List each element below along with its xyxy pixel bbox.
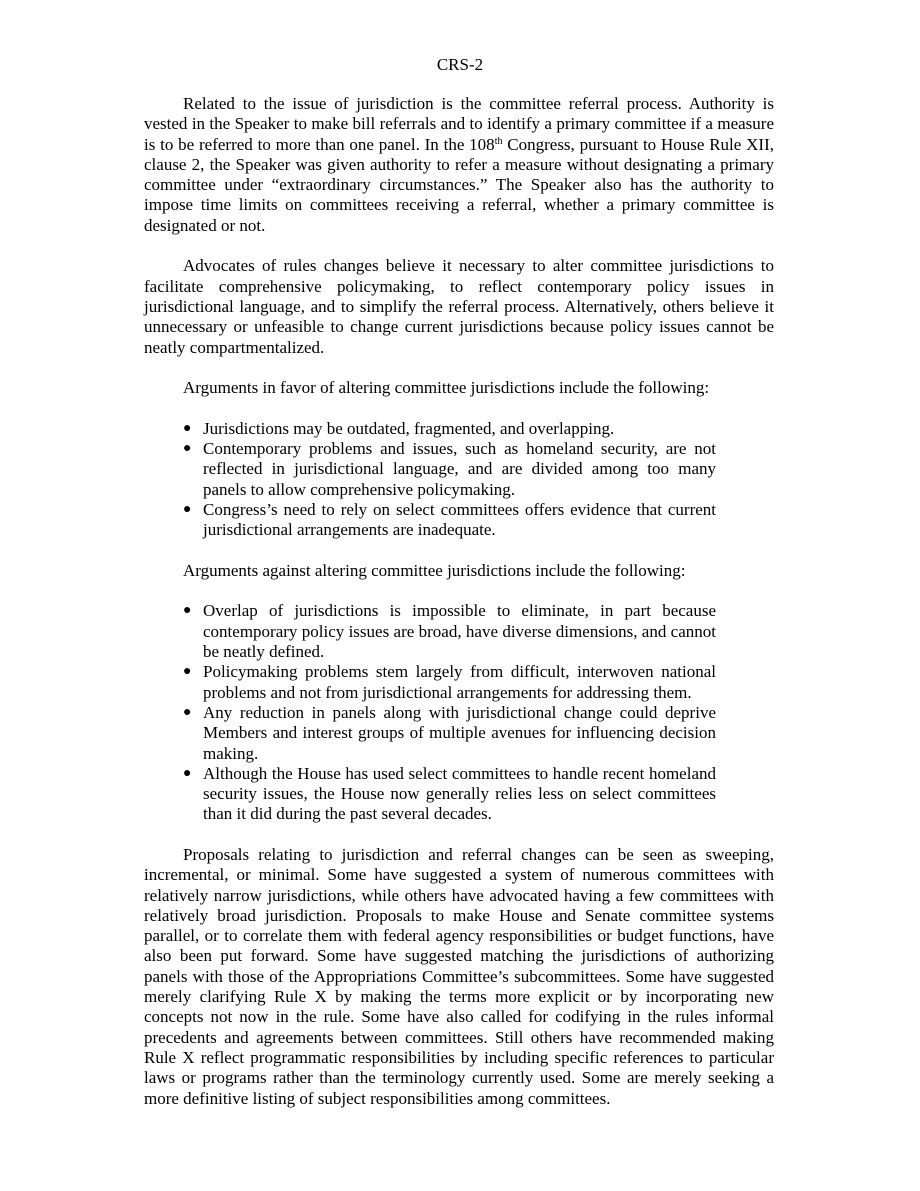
list-item bbox=[183, 439, 716, 500]
list-item bbox=[183, 601, 716, 662]
bullet-icon: ● bbox=[183, 501, 192, 517]
list-item-text: Although the House has used select committees to handle recent homeland security issues, the House now generally relies less on select committees than it did during the past several decades. bbox=[203, 763, 716, 824]
paragraph-referral-text-b: Congress, pursuant to House Rule XII, clause 2, the Speaker was given authority to refer a measure without designating a primary committee under “extraordinary circumstances.” The Speaker also has the authority to impose time limits on committees receiving a referral, whether a primary committee is designated or not. bbox=[144, 134, 774, 235]
paragraph-advocates: Advocates of rules changes believe it necessary to alter committee jurisdictions to facilitate comprehensive policymaking, to reflect contemporary policy issues in jurisdictional language, and to simplify the referral process. Alternatively, others believe it unnecessary or unfeasible to change current jurisdictions because policy issues cannot be neatly compartmentalized. bbox=[144, 256, 774, 357]
bullet-icon: ● bbox=[183, 420, 192, 436]
list-item-text: Congress’s need to rely on select committees offers evidence that current jurisdictional arrangements are inadequate. bbox=[203, 499, 716, 540]
ordinal-superscript: th bbox=[494, 135, 503, 147]
bullet-icon: ● bbox=[183, 664, 192, 680]
favor-intro: Arguments in favor of altering committee jurisdictions include the following: bbox=[183, 378, 710, 398]
against-list bbox=[144, 601, 774, 824]
bullet-icon: ● bbox=[183, 765, 192, 781]
list-item bbox=[183, 662, 716, 703]
against-intro: Arguments against altering committee jurisdictions include the following: bbox=[183, 560, 686, 580]
list-item-text: Overlap of jurisdictions is impossible to eliminate, in part because contemporary policy issues are broad, have diverse dimensions, and cannot be neatly defined. bbox=[203, 601, 716, 662]
list-item bbox=[183, 418, 716, 439]
list-item-text: Policymaking problems stem largely from difficult, interwoven national problems and not from jurisdictional arrangements for addressing them. bbox=[203, 662, 716, 702]
list-item bbox=[183, 702, 716, 764]
page-number-label: CRS-2 bbox=[436, 55, 484, 74]
list-item-text: Jurisdictions may be outdated, fragmented, and overlapping. bbox=[203, 418, 615, 438]
bullet-icon: ● bbox=[183, 441, 192, 457]
bullet-icon: ● bbox=[183, 603, 192, 619]
paragraph-referral-process bbox=[144, 94, 774, 236]
document-body bbox=[144, 94, 774, 1129]
favor-list bbox=[144, 419, 774, 541]
paragraph-referral-text-a: Related to the issue of jurisdiction is the committee referral process. Authority is vested in the Speaker to make bill referrals and to identify a primary committee if a measure is to be referred to more than one panel. In the 108 bbox=[144, 94, 774, 154]
bullet-icon: ● bbox=[183, 704, 192, 720]
list-item bbox=[183, 763, 716, 825]
paragraph-proposals: Proposals relating to jurisdiction and referral changes can be seen as sweeping, incremental, or minimal. Some have suggested a system of numerous committees with relatively narrow jurisdictions, while others have advocated having a few committees with relatively broad jurisdiction. Proposals to make House and Senate committee systems parallel, or to correlate them with federal agency responsibilities or budget functions, have also been put forward. Some have suggested matching the jurisdictions of authorizing panels with those of the Appropriations Committee’s subcommittees. Some have suggested merely clarifying Rule X by making the terms more explicit or by incorporating new concepts not now in the rule. Some have also called for codifying in the rules informal precedents and agreements between committees. Still others have recommended making Rule X reflect programmatic responsibilities by including specific references to particular laws or programs rather than the terminology currently used. Some are merely seeking a more definitive listing of subject responsibilities among committees. bbox=[144, 844, 774, 1108]
list-item bbox=[183, 499, 716, 541]
list-item-text: Any reduction in panels along with jurisdictional change could deprive Members and interest groups of multiple avenues for influencing decision making. bbox=[203, 702, 716, 763]
page-header bbox=[0, 55, 920, 75]
list-item-text: Contemporary problems and issues, such as homeland security, are not reflected in jurisdictional language, and are divided among too many panels to allow comprehensive policymaking. bbox=[203, 439, 716, 499]
